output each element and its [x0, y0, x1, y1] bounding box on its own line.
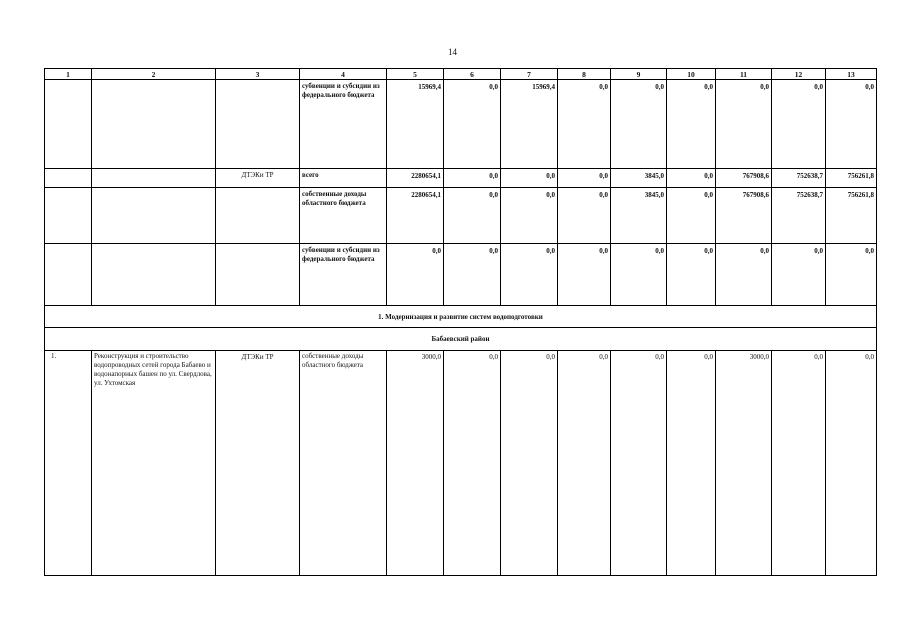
- value-cell: 3000,0: [716, 350, 772, 576]
- funding-source: всего: [300, 169, 387, 188]
- value-cell: 0,0: [716, 244, 772, 306]
- funding-source: собственные доходы областного бюджета: [300, 188, 387, 244]
- value-cell: 0,0: [611, 244, 667, 306]
- col-header: 1: [45, 69, 92, 80]
- value-cell: 0,0: [444, 244, 501, 306]
- cell: [45, 169, 92, 188]
- col-header: 8: [558, 69, 611, 80]
- cell: [45, 188, 92, 244]
- value-cell: 0,0: [501, 188, 558, 244]
- value-cell: 0,0: [558, 244, 611, 306]
- cell: [216, 80, 300, 169]
- col-header: 2: [92, 69, 216, 80]
- value-cell: 0,0: [772, 244, 826, 306]
- col-header: 10: [667, 69, 716, 80]
- value-cell: 15969,4: [387, 80, 444, 169]
- page-number: 14: [448, 47, 457, 57]
- item-number: 1.: [45, 350, 92, 576]
- col-header: 4: [300, 69, 387, 80]
- value-cell: 0,0: [667, 188, 716, 244]
- header-row: [45, 69, 877, 80]
- section-title: 1. Модернизация и развитие систем водоподготовки: [45, 306, 877, 328]
- value-cell: 767908,6: [716, 169, 772, 188]
- value-cell: 0,0: [826, 244, 877, 306]
- cell: [92, 244, 216, 306]
- table-row: [45, 169, 877, 188]
- value-cell: 0,0: [667, 169, 716, 188]
- cell: [216, 188, 300, 244]
- value-cell: 0,0: [772, 80, 826, 169]
- funding-source: собственные доходы областного бюджета: [300, 350, 387, 576]
- value-cell: 0,0: [444, 350, 501, 576]
- value-cell: 756261,8: [826, 188, 877, 244]
- cell: [216, 244, 300, 306]
- value-cell: 0,0: [611, 350, 667, 576]
- col-header: 13: [826, 69, 877, 80]
- value-cell: 3000,0: [387, 350, 444, 576]
- col-header: 11: [716, 69, 772, 80]
- value-cell: 0,0: [667, 80, 716, 169]
- value-cell: 0,0: [772, 350, 826, 576]
- table-row: [45, 188, 877, 244]
- value-cell: 0,0: [444, 80, 501, 169]
- district-title: Бабаевский район: [45, 328, 877, 350]
- col-header: 9: [611, 69, 667, 80]
- value-cell: 0,0: [558, 350, 611, 576]
- value-cell: 756261,8: [826, 169, 877, 188]
- executor-cell: ДТЭКи ТР: [216, 350, 300, 576]
- value-cell: 0,0: [716, 80, 772, 169]
- value-cell: 752638,7: [772, 188, 826, 244]
- funding-source: субвенции и субсидии из федерального бюджета: [300, 80, 387, 169]
- table-row: [45, 350, 877, 576]
- value-cell: 0,0: [501, 350, 558, 576]
- value-cell: 0,0: [826, 80, 877, 169]
- value-cell: 0,0: [826, 350, 877, 576]
- col-header: 12: [772, 69, 826, 80]
- funding-source: субвенции и субсидии из федерального бюджета: [300, 244, 387, 306]
- value-cell: 0,0: [611, 80, 667, 169]
- value-cell: 752638,7: [772, 169, 826, 188]
- value-cell: 0,0: [667, 244, 716, 306]
- value-cell: 0,0: [558, 169, 611, 188]
- col-header: 3: [216, 69, 300, 80]
- table-row: [45, 80, 877, 169]
- section-row: [45, 306, 877, 328]
- value-cell: 2280654,1: [387, 169, 444, 188]
- value-cell: 0,0: [387, 244, 444, 306]
- value-cell: 2280654,1: [387, 188, 444, 244]
- col-header: 5: [387, 69, 444, 80]
- cell: [92, 80, 216, 169]
- value-cell: 3845,0: [611, 188, 667, 244]
- value-cell: 0,0: [558, 80, 611, 169]
- table-row: [45, 244, 877, 306]
- district-row: [45, 328, 877, 350]
- value-cell: 767908,6: [716, 188, 772, 244]
- value-cell: 0,0: [501, 169, 558, 188]
- cell: [92, 169, 216, 188]
- value-cell: 3845,0: [611, 169, 667, 188]
- item-name: Реконструкция и строительство водопроводных сетей города Бабаево и водонапорных башен по ул. Свердлова, ул. Ухтомская: [92, 350, 216, 576]
- value-cell: 0,0: [444, 169, 501, 188]
- value-cell: 15969,4: [501, 80, 558, 169]
- cell: [92, 188, 216, 244]
- cell: [45, 80, 92, 169]
- col-header: 6: [444, 69, 501, 80]
- value-cell: 0,0: [667, 350, 716, 576]
- value-cell: 0,0: [501, 244, 558, 306]
- col-header: 7: [501, 69, 558, 80]
- budget-table: [44, 68, 877, 576]
- executor-cell: ДТЭКи ТР: [216, 169, 300, 188]
- value-cell: 0,0: [558, 188, 611, 244]
- cell: [45, 244, 92, 306]
- value-cell: 0,0: [444, 188, 501, 244]
